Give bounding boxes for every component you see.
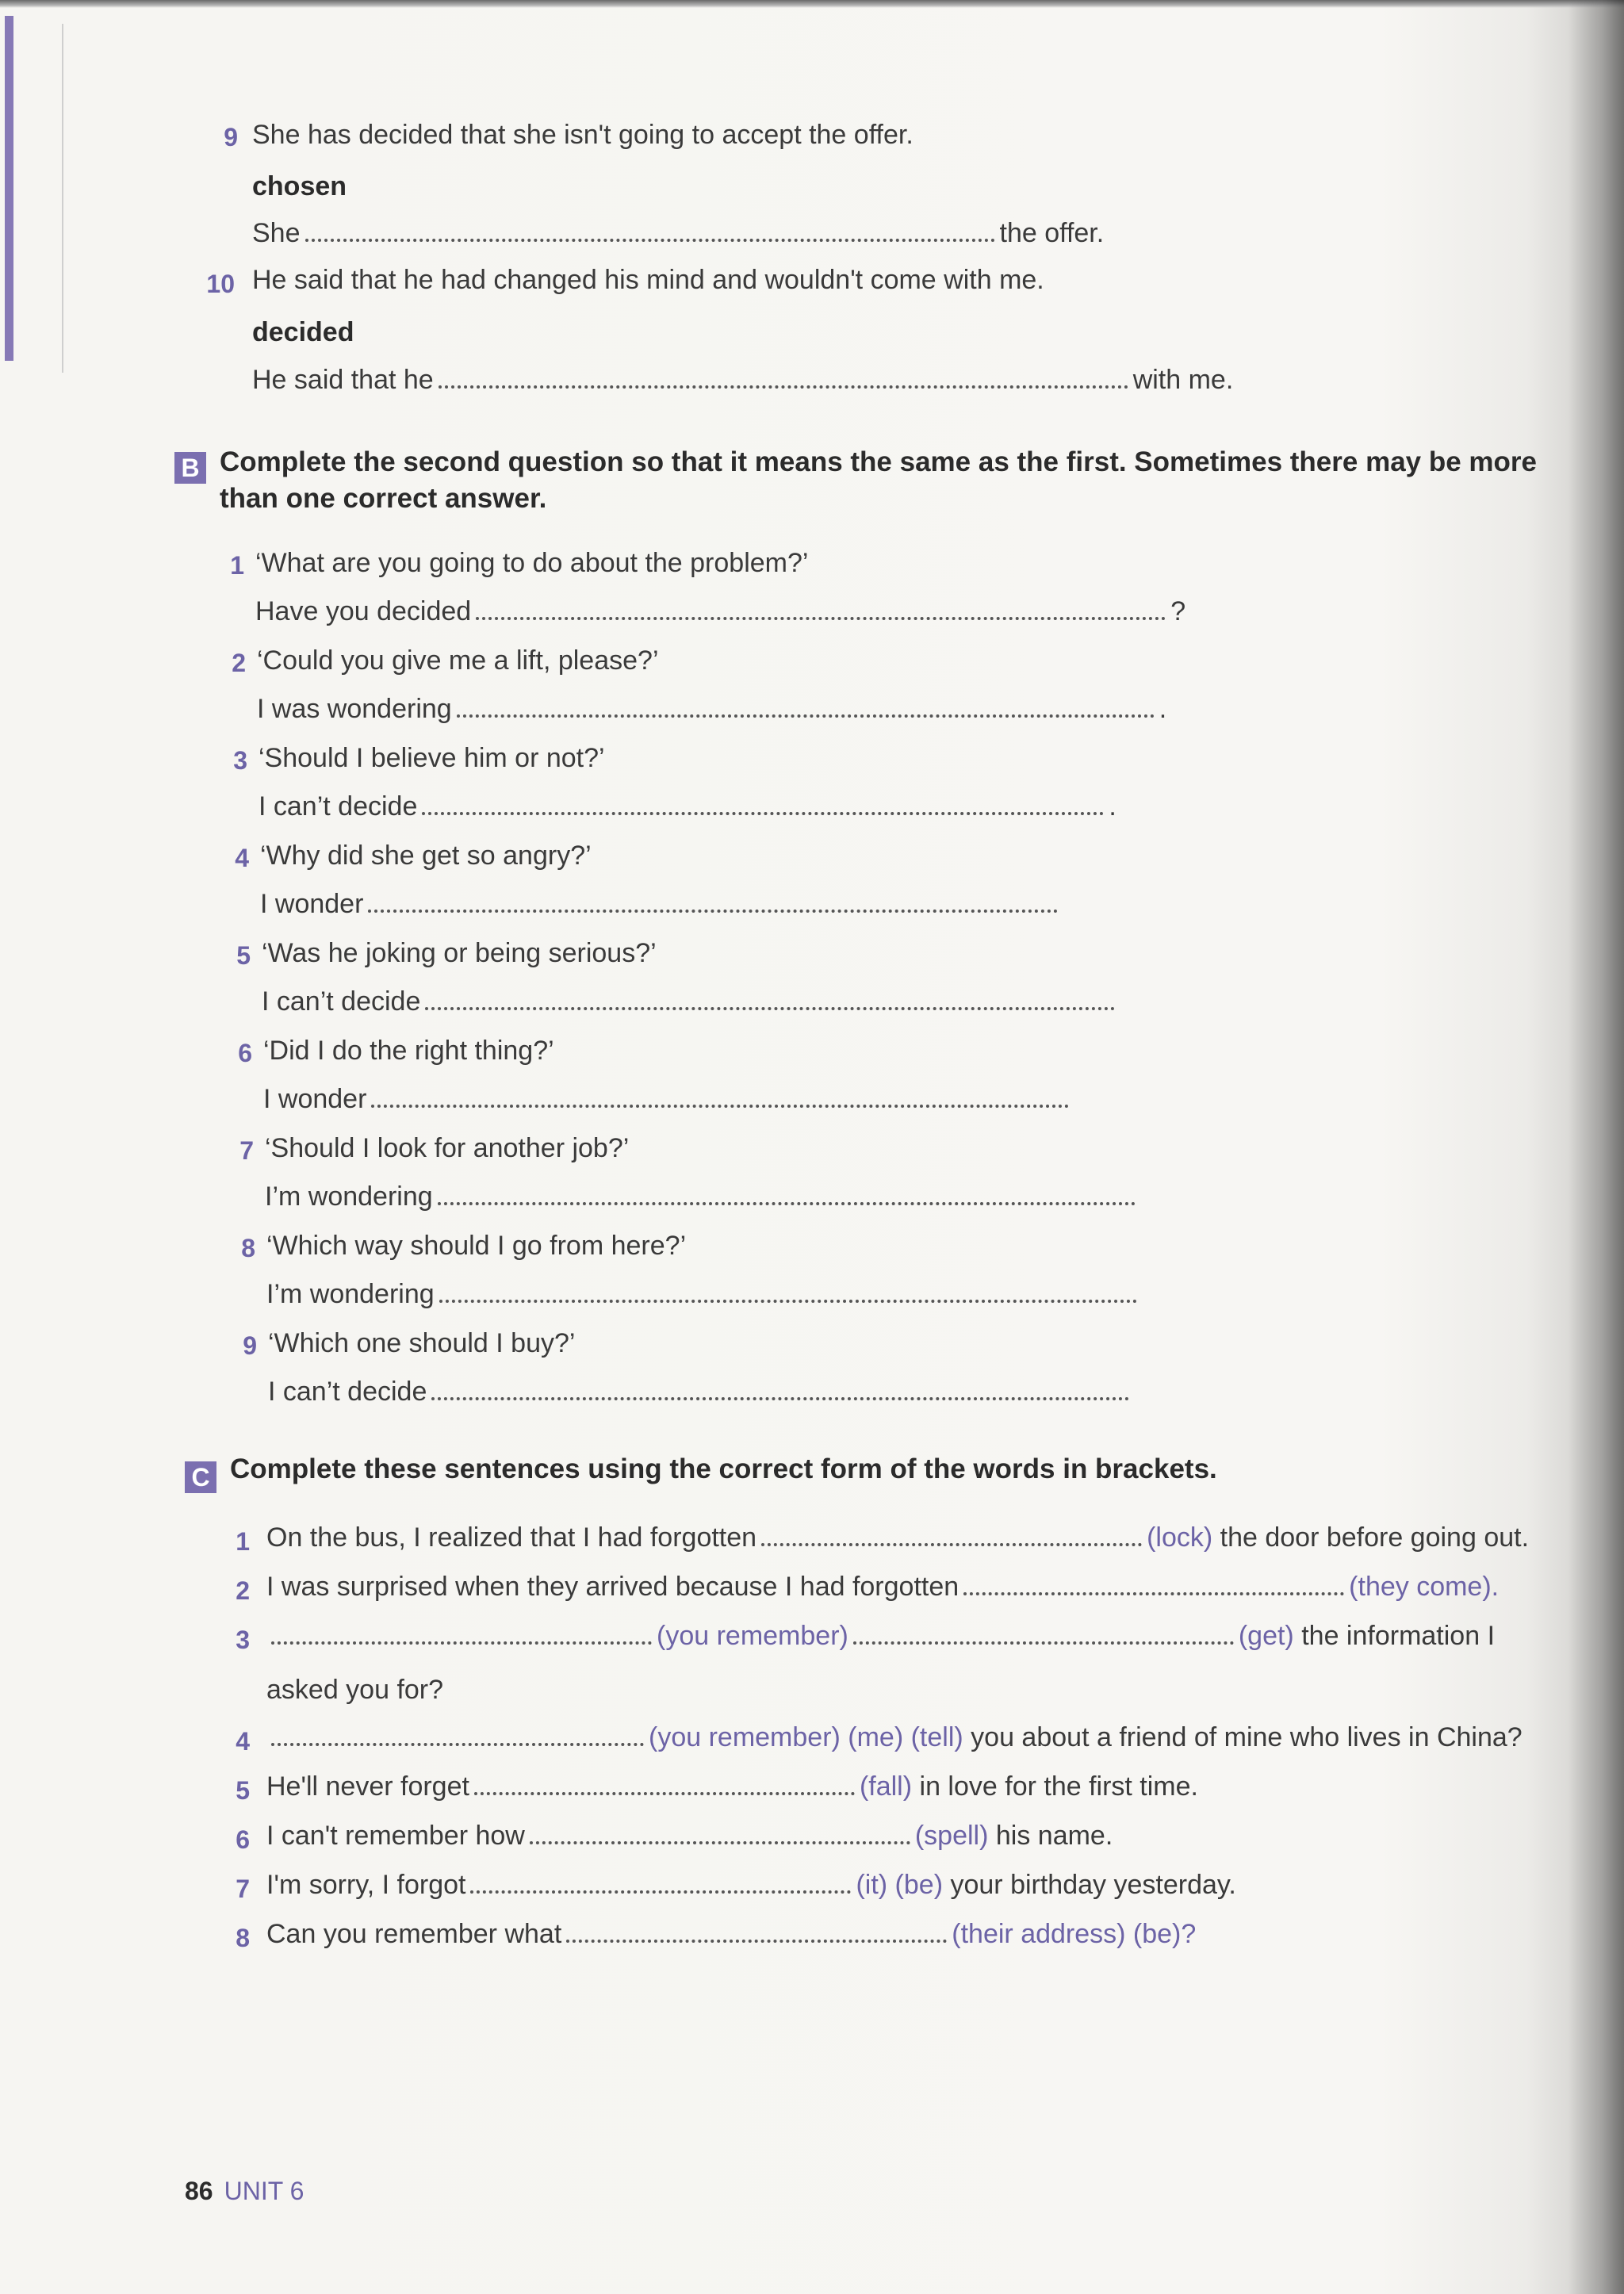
source-question: ‘Which one should I buy?’ (268, 1328, 576, 1358)
margin-color-bar (5, 16, 13, 361)
answer-blank[interactable] (371, 1086, 1069, 1108)
word-cue: (they come). (1349, 1572, 1500, 1602)
answer-blank[interactable] (474, 1773, 855, 1795)
section-instruction (220, 444, 1552, 517)
answer-suffix: ? (1170, 596, 1186, 626)
item-number: 4 (236, 1727, 250, 1756)
answer-prefix: I can’t decide (262, 986, 421, 1017)
sentence-row (266, 1572, 1499, 1603)
margin-line (62, 24, 63, 373)
sentence-row (266, 1522, 1529, 1553)
sentence-after: the information I (1301, 1621, 1496, 1651)
answer-line (252, 365, 1233, 396)
answer-line (257, 694, 1166, 725)
word-cue: (their address) (be)? (952, 1919, 1197, 1949)
answer-blank[interactable] (439, 1281, 1137, 1303)
sentence-before: On the bus, I realized that I had forgotten (266, 1522, 757, 1553)
word-cue: (spell) (914, 1821, 989, 1851)
word-cue: (get) (1238, 1621, 1294, 1651)
item-number: 5 (236, 1776, 250, 1805)
answer-blank[interactable] (438, 1183, 1136, 1205)
answer-prefix: Have you decided (255, 596, 472, 626)
source-question: ‘Should I believe him or not?’ (259, 743, 605, 773)
answer-prefix: She (252, 218, 301, 248)
instruction-line: than one correct answer. (220, 483, 547, 514)
answer-prefix: I’m wondering (266, 1279, 435, 1309)
item-number: 5 (236, 941, 251, 970)
unit-label: UNIT 6 (224, 2177, 304, 2205)
source-question: ‘Why did she get so angry?’ (260, 841, 592, 871)
answer-suffix: . (1109, 791, 1116, 821)
sentence-row (266, 1621, 1495, 1652)
item-number: 3 (233, 746, 247, 775)
page-top-edge (0, 0, 1624, 8)
sentence-row (266, 1821, 1113, 1852)
answer-blank[interactable] (431, 1378, 1129, 1400)
sentence-after: in love for the first time. (919, 1771, 1198, 1802)
source-question: ‘Could you give me a lift, please?’ (257, 645, 659, 676)
answer-line (259, 791, 1116, 822)
sentence-before: I can't remember how (266, 1821, 525, 1851)
answer-suffix: . (1159, 694, 1167, 724)
item-number: 2 (232, 649, 246, 677)
word-cue: (fall) (859, 1771, 913, 1802)
sentence-after: you about a friend of mine who lives in China? (971, 1722, 1522, 1752)
answer-prefix: He said that he (252, 365, 434, 395)
answer-blank[interactable] (853, 1622, 1234, 1645)
source-question: ‘Which way should I go from here?’ (266, 1231, 687, 1261)
item-number: 7 (239, 1136, 254, 1165)
sentence-row (266, 1722, 1522, 1753)
answer-line (260, 889, 1063, 920)
answer-line (252, 218, 1104, 249)
item-number: 1 (230, 551, 244, 580)
answer-suffix: with me. (1132, 365, 1234, 395)
answer-line (268, 1377, 1134, 1407)
item-number: 9 (224, 123, 238, 151)
item-number: 6 (236, 1825, 250, 1854)
answer-blank[interactable] (305, 220, 995, 242)
answer-blank[interactable] (439, 366, 1128, 389)
answer-line (266, 1279, 1142, 1310)
source-question: ‘Did I do the right thing?’ (263, 1036, 554, 1066)
answer-line (255, 596, 1185, 627)
item-number: 7 (236, 1875, 250, 1903)
sentence-after: the door before going out. (1220, 1522, 1530, 1553)
answer-blank[interactable] (476, 598, 1166, 620)
source-sentence: She has decided that she isn't going to accept the offer. (252, 120, 914, 150)
item-number: 1 (236, 1527, 250, 1556)
answer-prefix: I can’t decide (268, 1377, 427, 1407)
answer-line (265, 1181, 1140, 1212)
sentence-after: your birthday yesterday. (950, 1870, 1236, 1900)
book-spine-shadow (1568, 0, 1624, 2294)
answer-prefix: I’m wondering (265, 1181, 433, 1212)
sentence-row (266, 1771, 1198, 1802)
answer-blank[interactable] (425, 988, 1115, 1010)
source-sentence: He said that he had changed his mind and wouldn't come with me. (252, 265, 1044, 295)
answer-blank[interactable] (422, 793, 1104, 815)
answer-suffix: the offer. (999, 218, 1105, 248)
source-question: ‘Should I look for another job?’ (265, 1133, 630, 1163)
word-cue: (lock) (1147, 1522, 1213, 1553)
answer-prefix: I wonder (260, 889, 364, 919)
section-letter-badge: C (185, 1461, 216, 1493)
answer-blank[interactable] (271, 1724, 644, 1746)
answer-blank[interactable] (530, 1822, 910, 1844)
sentence-continuation: asked you for? (266, 1675, 444, 1705)
item-number: 3 (236, 1626, 250, 1654)
keyword: chosen (252, 171, 347, 201)
sentence-before: I was surprised when they arrived because I had forgotten (266, 1572, 959, 1602)
item-number: 4 (235, 844, 249, 872)
keyword: decided (252, 317, 354, 347)
source-question: ‘Was he joking or being serious?’ (262, 938, 657, 968)
item-number: 6 (238, 1039, 252, 1067)
answer-blank[interactable] (271, 1622, 652, 1645)
section-instruction: Complete these sentences using the correct form of the words in brackets. (230, 1453, 1217, 1484)
answer-blank[interactable] (368, 890, 1058, 913)
page-footer (185, 2177, 304, 2206)
instruction-line: Complete the second question so that it means the same as the first. Sometimes there may be more (220, 446, 1538, 477)
item-number: 10 (206, 270, 235, 298)
sentence-after: his name. (995, 1821, 1113, 1851)
answer-blank[interactable] (566, 1921, 947, 1943)
page-number: 86 (185, 2177, 213, 2205)
answer-prefix: I can’t decide (259, 791, 418, 821)
word-cue: (it) (be) (856, 1870, 944, 1900)
answer-blank[interactable] (761, 1524, 1142, 1546)
word-cue: (you remember) (657, 1621, 848, 1651)
sentence-before: He'll never forget (266, 1771, 469, 1802)
answer-prefix: I wonder (263, 1084, 367, 1114)
answer-prefix: I was wondering (257, 694, 452, 724)
sentence-row (266, 1919, 1196, 1950)
sentence-before: Can you remember what (266, 1919, 562, 1949)
section-letter-badge: B (174, 452, 206, 484)
item-number: 2 (236, 1576, 250, 1605)
answer-blank[interactable] (457, 695, 1155, 718)
answer-blank[interactable] (963, 1573, 1344, 1595)
answer-line (262, 986, 1120, 1017)
source-question: ‘What are you going to do about the problem?’ (255, 548, 809, 578)
item-number: 8 (241, 1234, 255, 1262)
answer-line (263, 1084, 1074, 1115)
sentence-row (266, 1870, 1236, 1901)
sentence-before: I'm sorry, I forgot (266, 1870, 466, 1900)
word-cue: (you remember) (me) (tell) (649, 1722, 963, 1752)
item-number: 8 (236, 1924, 250, 1952)
item-number: 9 (243, 1331, 257, 1360)
answer-blank[interactable] (470, 1871, 851, 1894)
